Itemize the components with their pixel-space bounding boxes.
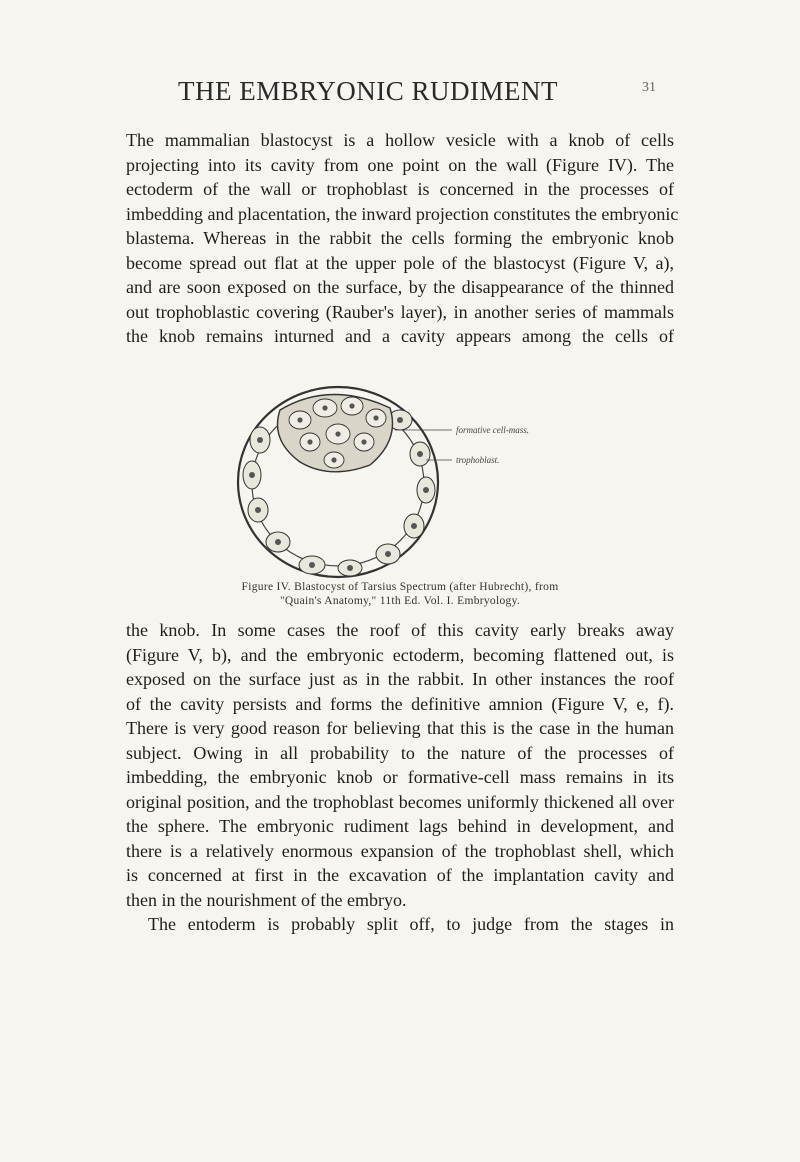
text-line: subject. Owing in all probability to the nature of the processes of (126, 742, 674, 763)
text-line: (Figure V, b), and the embryonic ectoderm, becoming flattened out, is (126, 644, 674, 665)
text-line: ectoderm of the wall or trophoblast is concerned in the processes of (126, 179, 674, 199)
text-line: The entoderm is probably split off, to judge from the stages in (148, 914, 674, 934)
text-line: imbedding and placentation, the inward projection constitutes the embryonic (126, 203, 679, 224)
running-head: THE EMBRYONIC RUDIMENT (178, 76, 558, 106)
text-line: the sphere. The embryonic rudiment lags behind in development, and (126, 816, 674, 836)
label-formative-cell-mass: formative cell-mass. (456, 425, 529, 435)
text-line: and are soon exposed on the surface, by the disappearance of the thinned (126, 277, 674, 297)
paragraph-2 (126, 618, 674, 937)
text-line: The mammalian blastocyst is a hollow vesicle with a knob of cells (126, 130, 674, 150)
page-number: 31 (642, 80, 656, 95)
text-line: blastema. Whereas in the rabbit the cells forming the embryonic knob (126, 228, 674, 248)
text-line: original position, and the trophoblast becomes uniformly thickened all over (126, 791, 674, 812)
paragraph-1 (126, 128, 679, 349)
blastocyst-illustration (200, 370, 620, 580)
text-line: out trophoblastic covering (Rauber's layer), in another series of mammals (126, 301, 674, 322)
blastocyst-figure (200, 370, 620, 600)
text-line: of the cavity persists and forms the definitive amnion (Figure V, e, f). (126, 693, 674, 714)
text-line: become spread out flat at the upper pole of the blastocyst (Figure V, a), (126, 252, 674, 273)
text-line: is concerned at first in the excavation of the implantation cavity and (126, 865, 674, 885)
text-line: exposed on the surface just as in the rabbit. In other instances the roof (126, 669, 674, 689)
text-line: there is a relatively enormous expansion of the trophoblast shell, which (126, 840, 674, 861)
label-trophoblast: trophoblast. (456, 455, 500, 465)
text-line: then in the nourishment of the embryo. (126, 889, 407, 910)
text-line: projecting into its cavity from one point on the wall (Figure IV). The (126, 154, 674, 175)
text-line: There is very good reason for believing that this is the case in the human (126, 718, 674, 738)
caption-line: Figure IV. Blastocyst of Tarsius Spectrum (after Hubrecht), from (241, 581, 559, 593)
caption-line: "Quain's Anatomy," 11th Ed. Vol. I. Embryology. (279, 595, 521, 607)
text-line: the knob remains inturned and a cavity appears among the cells of (126, 326, 674, 346)
text-line: the knob. In some cases the roof of this cavity early breaks away (126, 620, 674, 640)
text-line: imbedding, the embryonic knob or formative-cell mass remains in its (126, 767, 674, 787)
figure-caption (126, 580, 674, 608)
